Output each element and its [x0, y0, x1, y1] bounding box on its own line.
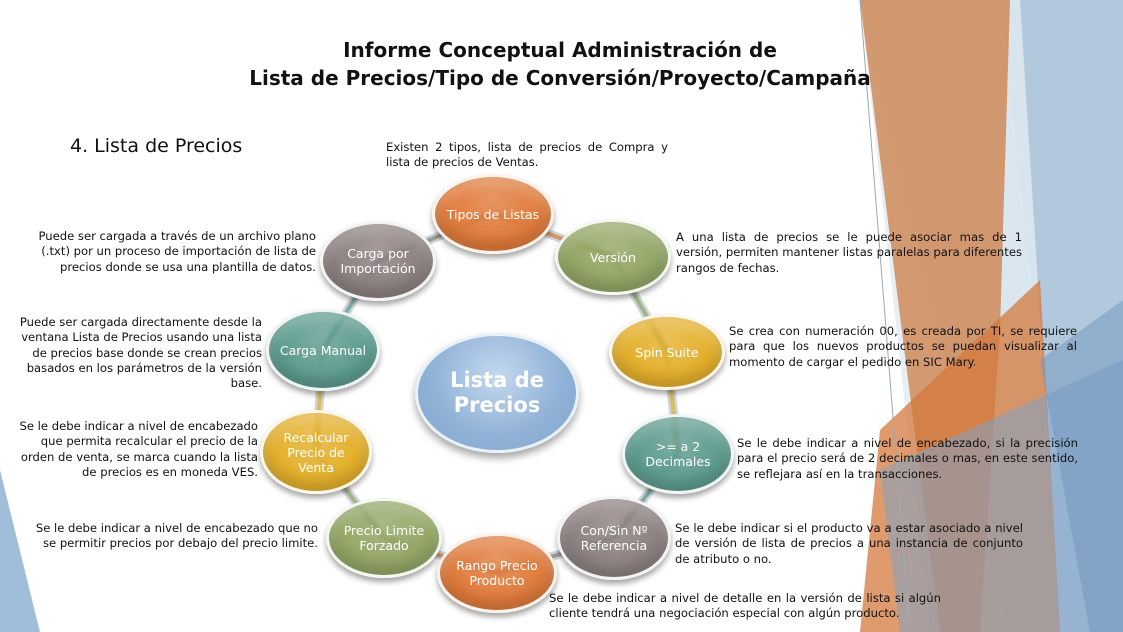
- desc-recalcular: Se le debe indicar a nivel de encabezado que permita recalcular el precio de la orden de venta, se marca cuando la lista de precios es en moneda VES.: [19, 419, 258, 479]
- node-version: Versión: [555, 219, 671, 295]
- desc-rango-precio: Se le debe indicar a nivel de detalle en la versión de lista si algún cliente tendrá una negociación especial con algún producto.: [549, 591, 941, 621]
- desc-version: A una lista de precios se le puede asociar mas de 1 versión, permiten mantener listas paralelas para diferentes rangos de fechas.: [676, 230, 1022, 275]
- center-node: Lista de Precios: [415, 333, 579, 453]
- desc-precio-limite: Se le debe indicar a nivel de encabezado que no se permitir precios por debajo del precio limite.: [35, 521, 318, 551]
- node-recalcular: Recalcular Precio de Venta: [260, 410, 372, 494]
- desc-decimales: Se le debe indicar a nivel de encabezado, si la precisión para el precio será de 2 decimales o mas, en este sentido, se reflejara así en la transacciones.: [737, 436, 1078, 481]
- slide-title-line-2: Lista de Precios/Tipo de Conversión/Proyecto/Campaña: [249, 66, 871, 90]
- node-rango-precio: Rango Precio Producto: [437, 533, 557, 613]
- node-precio-limite: Precio Limite Forzado: [326, 498, 442, 578]
- desc-referencia: Se le debe indicar si el producto va a estar asociado a nivel de versión de lista de precios a una instancia de conjunto de atributo o no.: [675, 521, 1023, 566]
- section-heading: 4. Lista de Precios: [70, 135, 243, 157]
- node-carga-importacion: Carga por Importación: [320, 221, 436, 301]
- node-spin-suite: Spin Suite: [609, 314, 725, 390]
- node-carga-manual: Carga Manual: [266, 309, 380, 391]
- slide-title: [200, 36, 920, 92]
- desc-carga-importacion: Puede ser cargada a través de un archivo plano (.txt) por un proceso de importación de lista de precios donde se usa una plantilla de datos.: [38, 229, 316, 274]
- desc-spin-suite: Se crea con numeración 00, es creada por TI, se requiere para que los nuevos productos se puedan visualizar al momento de cargar el pedido en SIC Mary.: [729, 324, 1077, 369]
- node-referencia: Con/Sin Nº Referencia: [557, 496, 671, 580]
- desc-carga-manual: Puede ser cargada directamente desde la ventana Lista de Precios usando una lista de precios base donde se crean precios basados en los parámetros de la versión base.: [19, 315, 262, 391]
- node-decimales: >= a 2 Decimales: [622, 414, 734, 494]
- desc-tipos-de-listas: Existen 2 tipos, lista de precios de Compra y lista de precios de Ventas.: [386, 140, 668, 170]
- node-tipos-de-listas: Tipos de Listas: [432, 174, 554, 254]
- slide-title-line-1: Informe Conceptual Administración de: [343, 38, 777, 62]
